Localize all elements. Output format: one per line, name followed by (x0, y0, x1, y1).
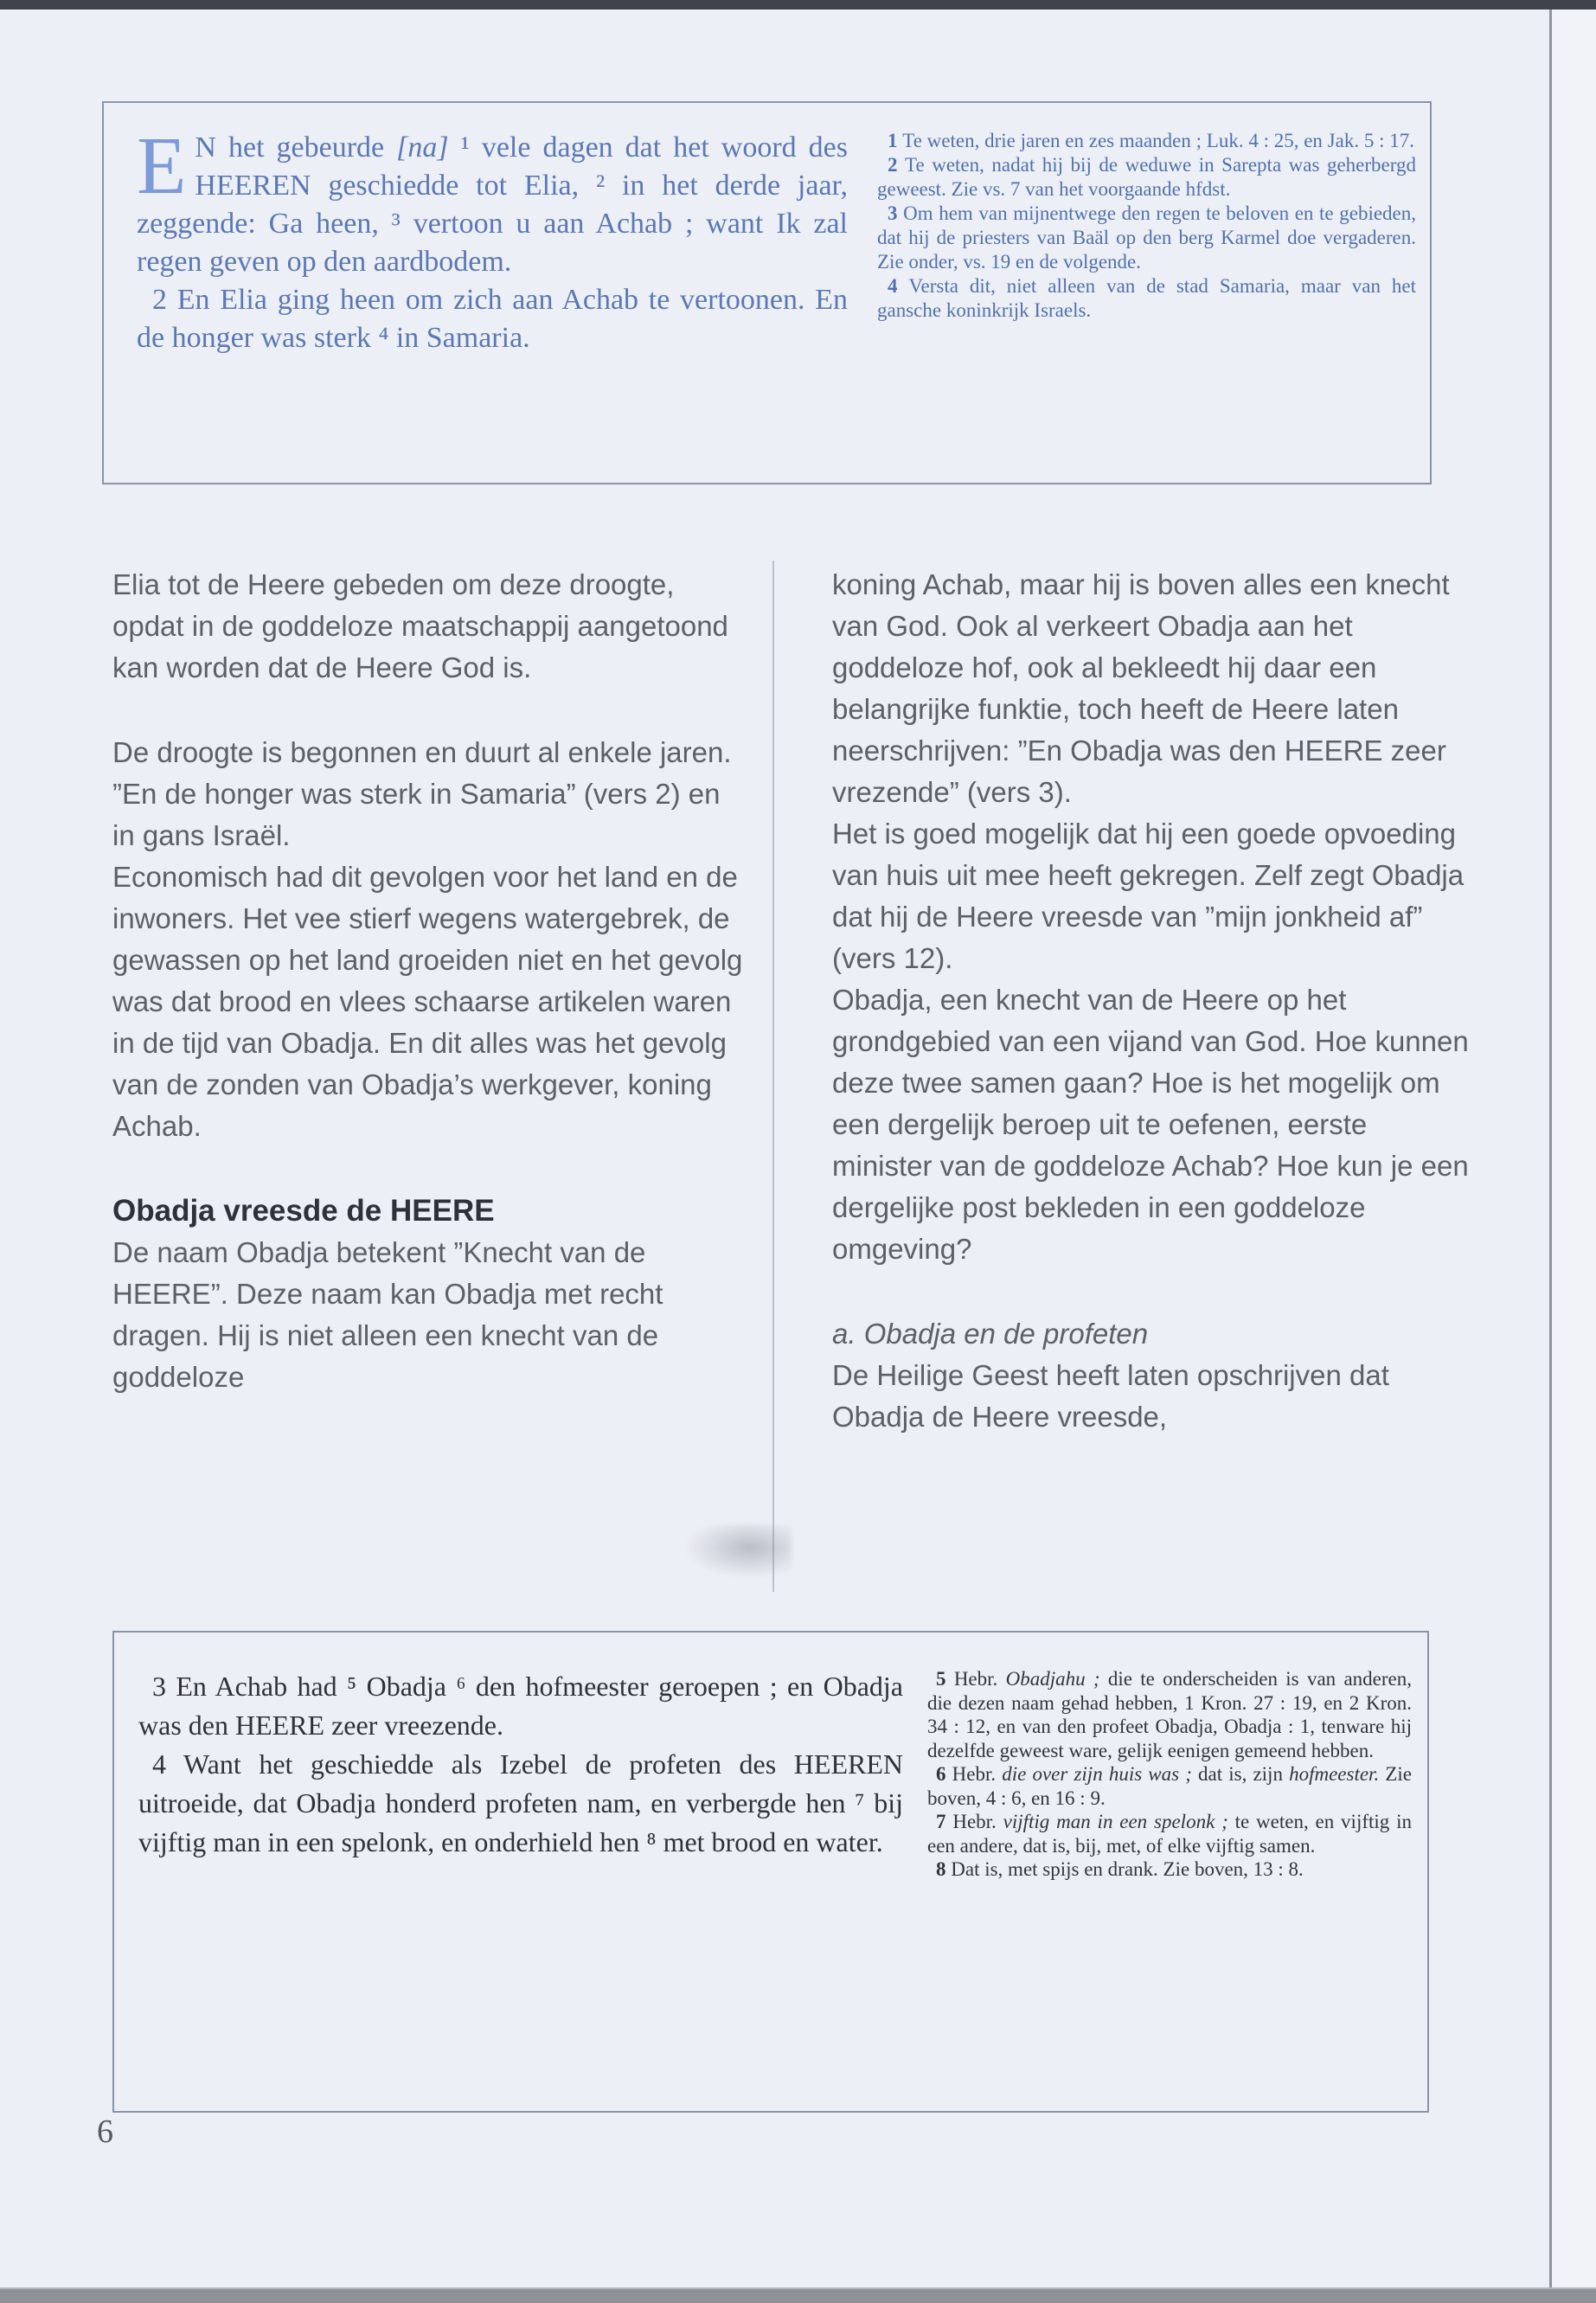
scan-edge-bottom (0, 2287, 1596, 2303)
scripture-verse-column (138, 1667, 903, 2097)
scripture-verse-column (137, 121, 848, 467)
footnote-7: 7 Hebr. vijftig man in een spelonk ; te weten, en vijftig in een andere, dat is, bij, met, of elke vijftig samen. (927, 1811, 1412, 1857)
verse-paragraph-1: E N het gebeurde [na] ¹ vele dagen dat het woord des HEEREN geschiedde tot Elia, ² in het derde jaar, zeggende: Ga heen, ³ vertoon u aan Achab ; want Ik zal regen geven op den aardbodem. (137, 121, 848, 278)
scripture-box-top (102, 101, 1432, 484)
article-paragraph: Het is goed mogelijk dat hij een goede opvoeding van huis uit mee heeft gekregen. Zelf zegt Obadja dat hij de Heere vreesde van ”mijn jonkheid af” (vers 12). (832, 818, 1465, 974)
article-paragraph: De Heilige Geest heeft laten opschrijven dat Obadja de Heere vreesde, (832, 1359, 1389, 1433)
footnote-3: 3 Om hem van mijnentwege den regen te beloven en te gebieden, dat hij de priesters van Baäl op den berg Karmel doe vergaderen. Zie onder, vs. 19 en de volgende. (877, 202, 1416, 273)
footnote-2: 2 Te weten, nadat hij bij de weduwe in Sarepta was geherbergd geweest. Zie vs. 7 van het voorgaande hfdst. (877, 154, 1417, 200)
article-left-column (112, 564, 750, 1398)
article-paragraph: Elia tot de Heere gebeden om deze droogte, opdat in de goddeloze maatschappij aangetoond kan worden dat de Heere God is. (112, 568, 728, 683)
footnote-6: 6 Hebr. die over zijn huis was ; dat is, zijn hofmeester. Zie boven, 4 : 6, en 16 : 9. (927, 1763, 1412, 1809)
article-paragraph: Obadja, een knecht van de Heere op het grondgebied van een vijand van God. Hoe kunnen deze twee samen gaan? Hoe is het mogelijk om een dergelijk beroep uit te oefenen, eerste minister van de goddeloze Achab? Hoe kun je een dergelijke post bekleden in een goddeloze omgeving? (832, 984, 1469, 1265)
scan-page-edge-line (1549, 10, 1552, 2287)
paragraph-gap (112, 689, 750, 732)
footnote-4: 4 Versta dit, niet alleen van de stad Samaria, maar van het gansche koninkrijk Israels. (877, 275, 1417, 321)
footnote-1: 1 Te weten, drie jaren en zes maanden ; Luk. 4 : 25, en Jak. 5 : 17. (888, 130, 1414, 151)
paragraph-gap (832, 1270, 1470, 1313)
ink-smudge (688, 1524, 792, 1576)
verse-paragraph-4: 4 Want het geschiedde als Izebel de profeten des HEEREN uitroeide, dat Obadja honderd profeten nam, en verbergde hen ⁷ bij vijftig man in een spelonk, en onderhield hen ⁸ met brood en water. (138, 1748, 903, 1857)
article-paragraph: De droogte is begonnen en duurt al enkele jaren. ”En de honger was sterk in Samaria” (vers 2) en in gans Israël. (112, 736, 732, 851)
scan-edge-right-margin (1552, 10, 1596, 2287)
verse-paragraph-2: 2 En Elia ging heen om zich aan Achab te vertoonen. En de honger was sterk ⁴ in Samaria. (137, 284, 848, 354)
article-paragraph: Economisch had dit gevolgen voor het land en de inwoners. Het vee stierf wegens watergebrek, de gewassen op het land groeiden niet en het gevolg was dat brood en vlees schaarse artikelen waren in de tijd van Obadja. En dit alles was het gevolg van de zonden van Obadja’s werkgever, koning Achab. (112, 861, 743, 1142)
page-number: 6 (97, 2114, 113, 2150)
italic-subheading: a. Obadja en de profeten (832, 1318, 1149, 1350)
scan-edge-top (0, 0, 1596, 10)
footnote-5: 5 Hebr. Obadjahu ; die te onderscheiden is van anderen, die dezen naam gehad hebben, 1 Kron. 27 : 19, en 2 Kron. 34 : 12, en van den profeet Obadja, Obadja : 1, tenware hij dezelfde geweest ware, gelijk eenigen gemeend hebben. (927, 1668, 1412, 1761)
footnote-8: 8 Dat is, met spijs en drank. Zie boven, 13 : 8. (936, 1858, 1304, 1880)
verse-paragraph-3: 3 En Achab had ⁵ Obadja ⁶ den hofmeester geroepen ; en Obadja was den HEERE zeer vreezende. (138, 1671, 903, 1741)
article-right-column (832, 564, 1470, 1438)
scripture-footnote-column (877, 129, 1416, 467)
article-paragraph: koning Achab, maar hij is boven alles een knecht van God. Ook al verkeert Obadja aan het goddeloze hof, ook al bekleedt hij daar een belangrijke funktie, toch heeft de Heere laten neerschrijven: ”En Obadja was den HEERE zeer vrezende” (vers 3). (832, 568, 1450, 808)
scripture-footnote-column (927, 1667, 1412, 2097)
scripture-box-bottom (112, 1631, 1429, 2113)
column-divider (772, 561, 774, 1592)
section-heading: Obadja vreesde de HEERE (112, 1194, 495, 1228)
article-paragraph: De naam Obadja betekent ”Knecht van de HEERE”. Deze naam kan Obadja met recht dragen. Hij is niet alleen een knecht van de goddeloze (112, 1236, 663, 1393)
paragraph-gap (112, 1147, 750, 1190)
